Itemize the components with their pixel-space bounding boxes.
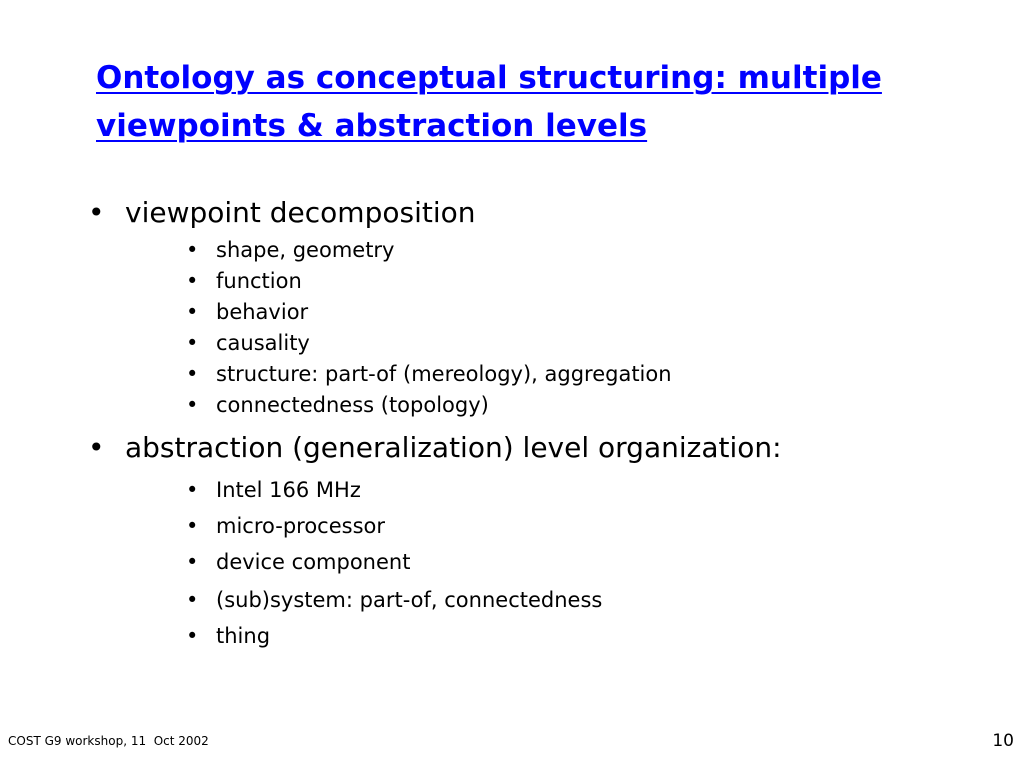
bullet-icon: •	[88, 196, 105, 229]
bullet-icon: •	[186, 393, 199, 417]
footer-event-label: COST G9 workshop, 11 Oct 2002	[8, 734, 209, 748]
list-item-text: device component	[216, 550, 411, 574]
section-heading-text: viewpoint decomposition	[125, 196, 476, 229]
bullet-icon: •	[186, 362, 199, 386]
bullet-icon: •	[186, 331, 199, 355]
bullet-icon: •	[88, 431, 105, 464]
list-item-text: function	[216, 269, 302, 293]
list-item-text: (sub)system: part-of, connectedness	[216, 588, 603, 612]
bullet-icon: •	[186, 478, 199, 502]
bullet-icon: •	[186, 514, 199, 538]
page-number: 10	[992, 731, 1014, 751]
section-heading-text: abstraction (generalization) level organization:	[125, 431, 782, 464]
bullet-icon: •	[186, 238, 199, 262]
list-item-text: micro-processor	[216, 514, 386, 538]
list-item-text: thing	[216, 624, 271, 648]
list-item-text: structure: part-of (mereology), aggregation	[216, 362, 672, 386]
list-item-text: connectedness (topology)	[216, 393, 489, 417]
list-item-text: shape, geometry	[216, 238, 395, 262]
bullet-icon: •	[186, 269, 199, 293]
bullet-icon: •	[186, 624, 199, 648]
slide-title-line-2: viewpoints & abstraction levels	[96, 108, 648, 144]
list-item-text: Intel 166 MHz	[216, 478, 361, 502]
list-item-text: behavior	[216, 300, 309, 324]
bullet-icon: •	[186, 588, 199, 612]
slide-title	[96, 54, 1006, 150]
list-item-text: causality	[216, 331, 310, 355]
bullet-icon: •	[186, 300, 199, 324]
bullet-icon: •	[186, 550, 199, 574]
slide-title-line-1: Ontology as conceptual structuring: multiple	[96, 60, 882, 96]
